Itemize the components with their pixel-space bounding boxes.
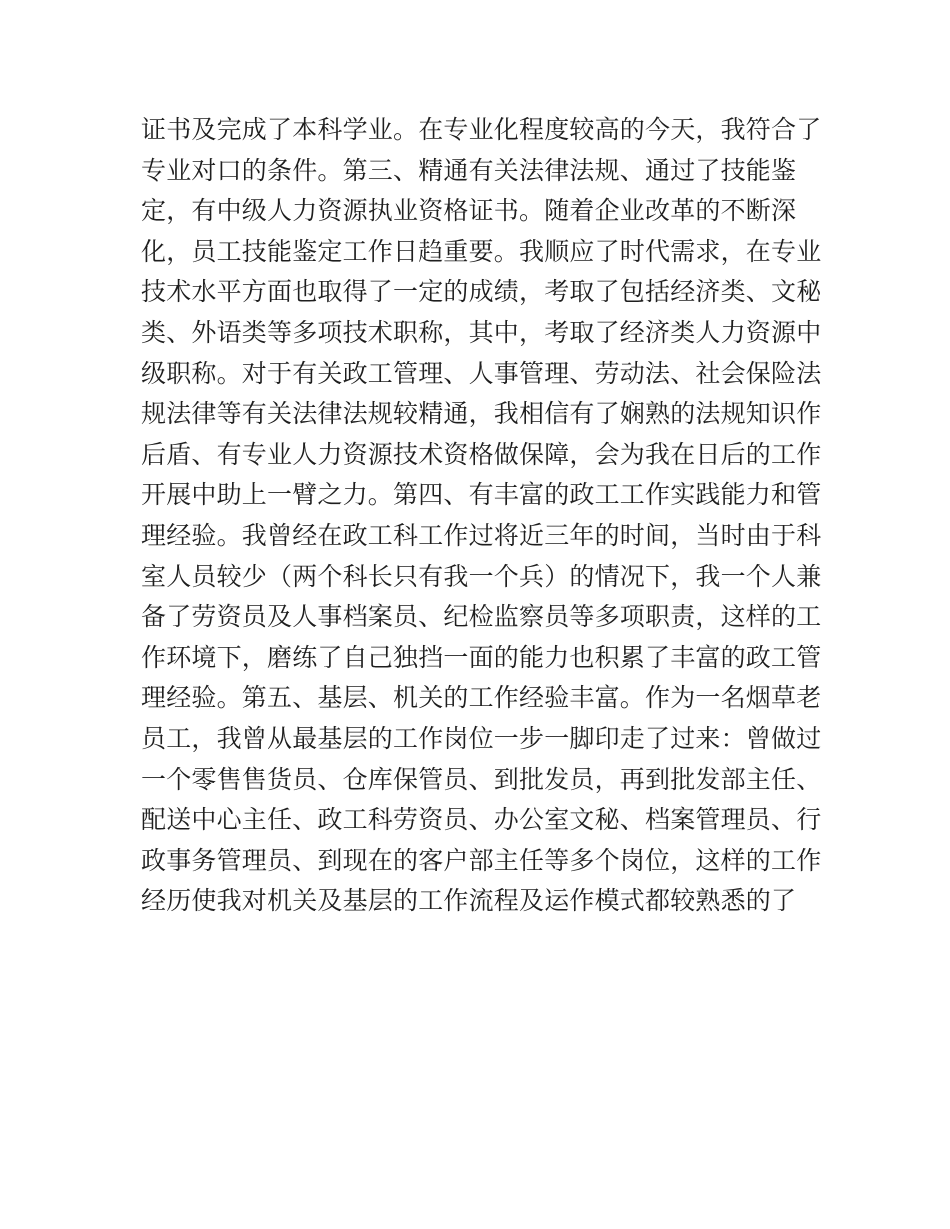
- text-line: 经历使我对机关及基层的工作流程及运作模式都较熟悉的了: [141, 886, 797, 916]
- text-line: 员工，我曾从最基层的工作岗位一步一脚印走了过来：曾做过: [141, 723, 822, 753]
- text-line: 规法律等有关法律法规较精通，我相信有了娴熟的法规知识作: [141, 399, 822, 429]
- text-line: 室人员较少（两个科长只有我一个兵）的情况下，我一个人兼: [141, 561, 822, 591]
- text-line: 政事务管理员、到现在的客户部主任等多个岗位，这样的工作: [141, 845, 822, 875]
- text-line: 开展中助上一臂之力。第四、有丰富的政工工作实践能力和管: [141, 480, 822, 510]
- text-line: 定，有中级人力资源执业资格证书。随着企业改革的不断深: [141, 196, 797, 226]
- text-line: 证书及完成了本科学业。在专业化程度较高的今天，我符合了: [141, 115, 822, 144]
- text-line: 专业对口的条件。第三、精通有关法律法规、通过了技能鉴: [141, 155, 797, 185]
- text-line: 后盾、有专业人力资源技术资格做保障，会为我在日后的工作: [141, 439, 822, 469]
- text-line: 技术水平方面也取得了一定的成绩，考取了包括经济类、文秘: [141, 277, 822, 307]
- text-line: 化，员工技能鉴定工作日趋重要。我顺应了时代需求，在专业: [141, 236, 822, 266]
- text-line: 理经验。我曾经在政工科工作过将近三年的时间，当时由于科: [141, 520, 822, 550]
- text-line: 备了劳资员及人事档案员、纪检监察员等多项职责，这样的工: [141, 602, 822, 632]
- text-line: 配送中心主任、政工科劳资员、办公室文秘、档案管理员、行: [141, 805, 822, 835]
- text-line: 级职称。对于有关政工管理、人事管理、劳动法、社会保险法: [141, 358, 822, 388]
- text-line: 理经验。第五、基层、机关的工作经验丰富。作为一名烟草老: [141, 683, 822, 713]
- body-paragraph: [141, 110, 821, 922]
- text-line: 类、外语类等多项技术职称，其中，考取了经济类人力资源中: [141, 317, 822, 347]
- text-line: 一个零售售货员、仓库保管员、到批发员，再到批发部主任、: [141, 764, 822, 794]
- text-line: 作环境下，磨练了自己独挡一面的能力也积累了丰富的政工管: [141, 642, 822, 672]
